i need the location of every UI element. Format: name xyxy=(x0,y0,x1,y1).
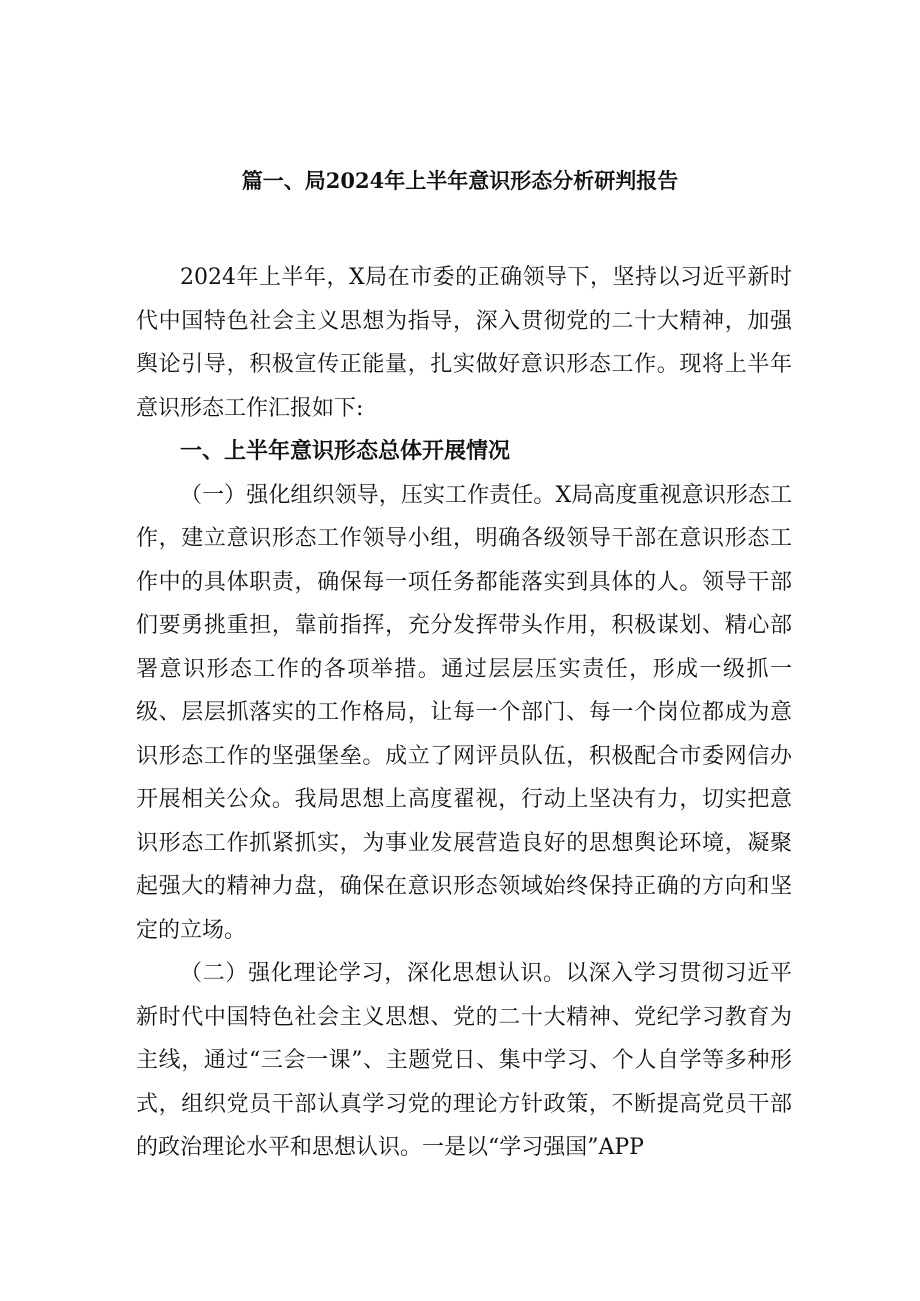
paragraph-text: X局高度重视意识形态工作，建立意识形态工作领导小组，明确各级领导干部在意识形态工作中的具体职责，确保每一项任务都能落实到具体的人。领导干部们要勇挑重担，靠前指挥，充分发挥带头作用，积极谋划、精心部署意识形态工作的各项举措。通过层层压实责任，形成一级抓一级、层层抓落实的工作格局，让每一个部门、每一个岗位都成为意识形态工作的坚强堡垒。成立了网评员队伍，积极配合市委网信办开展相关公众。我局思想上高度翟视，行动上坚决有力，切实把意识形态工作抓紧抓实，为事业发展营造良好的思想舆论环境，凝聚起强大的精神力盘，确保在意识形态领域始终保持正确的方向和坚定的立场。 xyxy=(136,482,792,943)
intro-paragraph: 2024年上半年，X局在市委的正确领导下，坚持以习近平新时代中国特色社会主义思想为指导，深入贯彻党的二十大精神，加强舆论引导，积极宣传正能量，扎实做好意识形态工作。现将上半年意识形态工作汇报如下: xyxy=(136,265,792,421)
paragraph-lead: （一）强化组织领导，压实工作责任。 xyxy=(180,482,556,508)
document-title: 篇一、局2024年上半年意识形态分析研判报告 xyxy=(241,168,679,193)
section-paragraph-2 xyxy=(136,952,792,1170)
document-body xyxy=(136,256,792,1170)
section-heading: 一、上半年意识形态总体开展情况 xyxy=(180,438,511,464)
section-paragraph-1 xyxy=(136,474,792,953)
paragraph-text: 以深入学习贯彻习近平新时代中国特色社会主义思想、党的二十大精神、党纪学习教育为主线，通过“三会一课”、主题党日、集中学习、个人自学等多种形式，组织党员干部认真学习党的理论方针政策，不断提高党员干部的政治理论水平和思想认识。一是以“学习强国”APP xyxy=(136,961,792,1160)
paragraph-lead: （二）强化理论学习，深化思想认识。 xyxy=(180,961,566,986)
